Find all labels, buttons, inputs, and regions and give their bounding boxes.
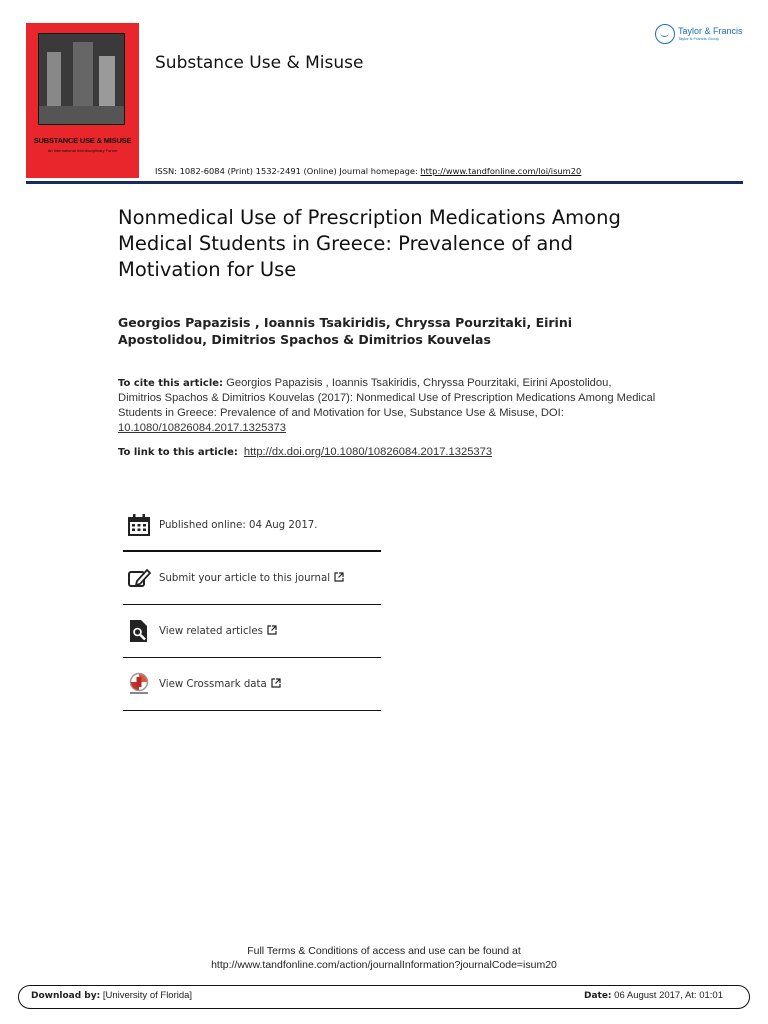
published-online-label: Published online: 04 Aug 2017.: [159, 519, 318, 531]
article-authors: Georgios Papazisis , Ioannis Tsakiridis, Chryssa Pourzitaki, Eirini Apostolidou, Dimitrios Spachos & Dimitrios Kouvelas: [118, 315, 573, 347]
citation-block: [118, 376, 658, 436]
published-online-item: [123, 500, 381, 552]
issn-line: [155, 166, 581, 176]
external-link-icon: [271, 678, 281, 688]
submit-article-label: [159, 572, 344, 584]
submit-article-text: Submit your article to this journal: [159, 573, 331, 584]
crossmark-icon: [127, 672, 151, 696]
journal-title: Substance Use & Misuse: [155, 53, 364, 73]
download-by: [31, 990, 192, 1001]
article-title: Nonmedical Use of Prescription Medications Among Medical Students in Greece: Prevalence of and Motivation for Use: [118, 206, 621, 281]
date-label: Date:: [583, 991, 612, 1001]
related-articles-text: View related articles: [159, 626, 263, 637]
download-footer: [18, 985, 750, 1009]
issn-text: ISSN: 1082-6084 (Print) 1532-2491 (Online) Journal homepage:: [155, 166, 421, 176]
publisher-group: Taylor & Francis Group: [678, 36, 719, 41]
terms-and-conditions: [0, 944, 768, 972]
crossmark-item[interactable]: [123, 658, 381, 711]
external-link-icon: [267, 625, 277, 635]
external-link-icon: [334, 572, 344, 582]
download-label: Download by:: [31, 991, 101, 1001]
related-articles-item[interactable]: [123, 605, 381, 658]
citation-text: Georgios Papazisis , Ioannis Tsakiridis, Chryssa Pourzitaki, Eirini Apostolidou, Dimitrios Spachos & Dimitrios Kouvelas (2017): Nonmedical Use of Prescription Medications Among Medical Students in Greece: Prevalence of and Motivation for Use, Substance Use & Misuse, DOI:: [118, 377, 656, 419]
link-label: To link to this article:: [118, 447, 238, 458]
journal-homepage-link[interactable]: http://www.tandfonline.com/loi/isum20: [420, 166, 582, 176]
journal-cover-image: [26, 23, 139, 178]
search-document-icon: [127, 619, 151, 643]
citation-label: To cite this article:: [118, 378, 224, 389]
crossmark-label: [159, 678, 281, 690]
terms-line-1: Full Terms & Conditions of access and use can be found at: [247, 945, 521, 957]
cover-photo: [38, 33, 125, 125]
link-to-article: [118, 446, 492, 458]
terms-line-2[interactable]: http://www.tandfonline.com/action/journalInformation?journalCode=isum20: [211, 959, 557, 971]
publisher-logo[interactable]: [655, 24, 743, 44]
cover-title: SUBSTANCE USE & MISUSE: [33, 136, 132, 145]
article-url-link[interactable]: http://dx.doi.org/10.1080/10826084.2017.1325373: [243, 446, 493, 458]
edit-icon: [127, 566, 151, 590]
download-value: [University of Florida]: [100, 990, 193, 1001]
cover-subtitle: An International Interdisciplinary Forum: [47, 148, 118, 153]
crossmark-text: View Crossmark data: [159, 679, 267, 690]
header-divider: [26, 181, 743, 184]
doi-link[interactable]: 10.1080/10826084.2017.1325373: [118, 422, 286, 434]
publisher-name: Taylor & Francis: [678, 26, 743, 36]
article-actions: [123, 500, 381, 711]
related-articles-label: [159, 625, 277, 637]
date-value: 06 August 2017, At: 01:01: [611, 990, 723, 1001]
submit-article-item[interactable]: [123, 552, 381, 605]
calendar-icon: [127, 513, 151, 537]
taylor-francis-logo-icon: [655, 24, 675, 44]
download-date: [584, 990, 723, 1001]
